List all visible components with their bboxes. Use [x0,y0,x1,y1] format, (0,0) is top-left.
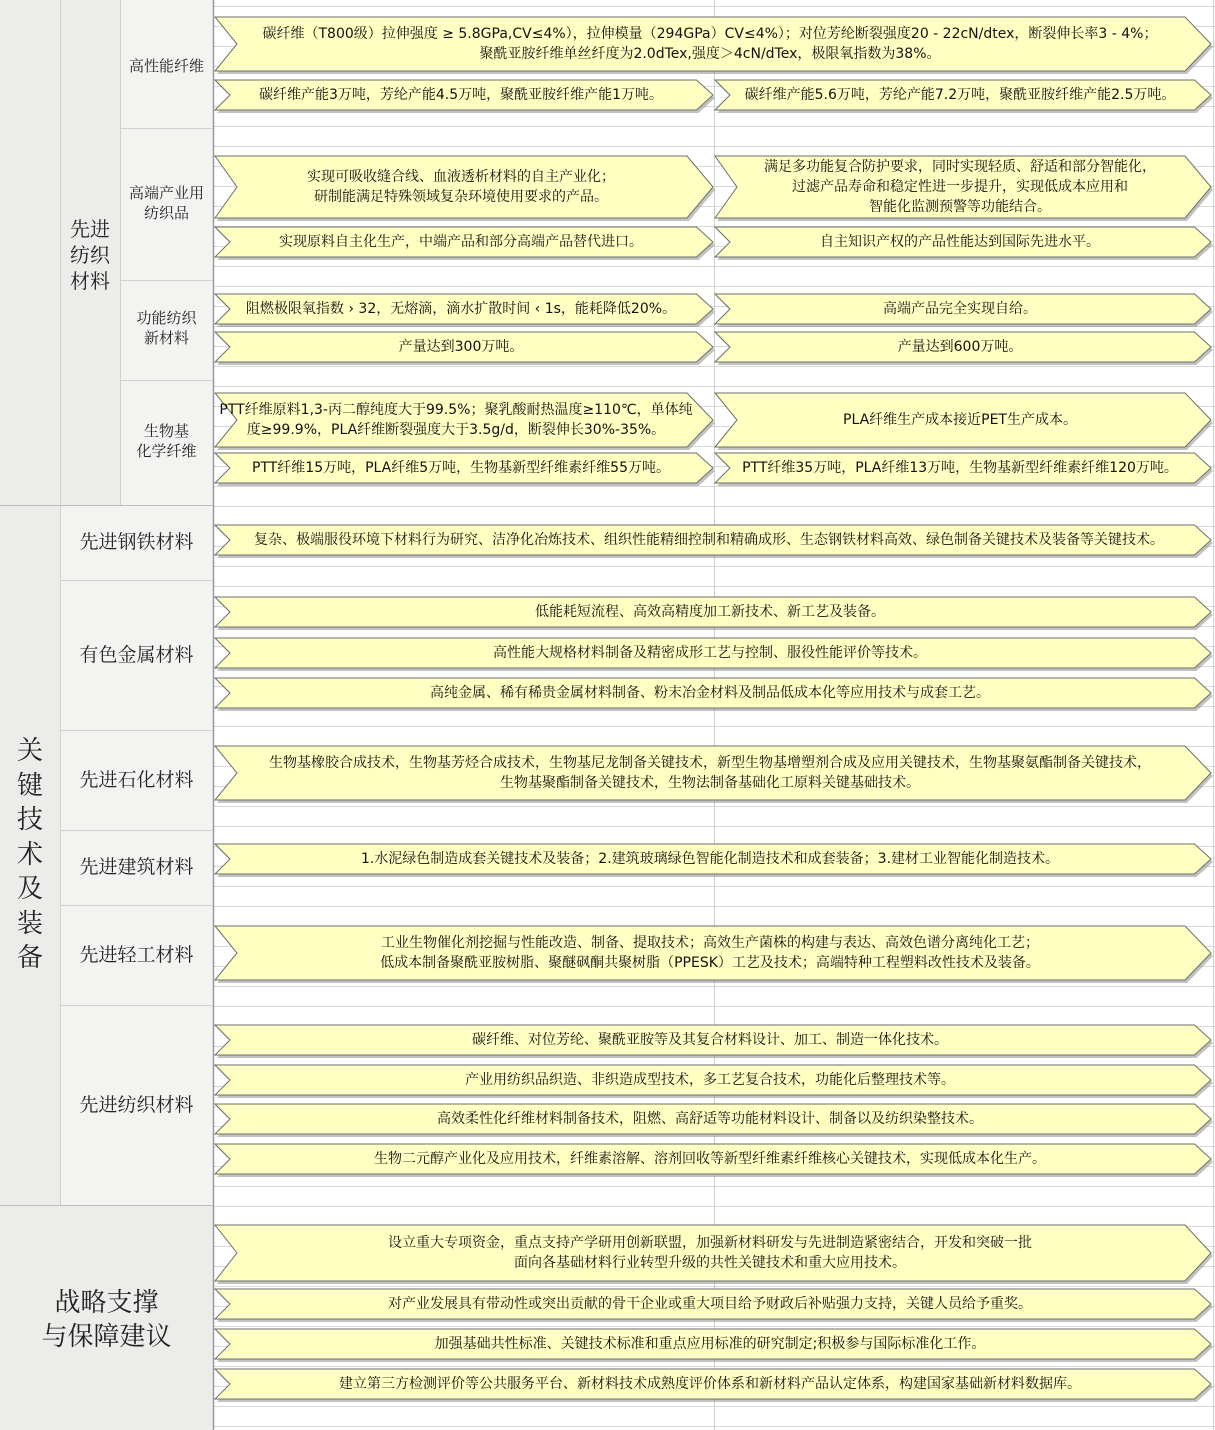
arrow-box-bd-1 [215,844,1211,874]
arrow-box-fun-b2 [715,332,1211,362]
arrow-box-hpf-spec [215,17,1211,71]
arrow-box-fun-b1 [215,332,713,362]
arrow-text-tx-4: 生物二元醇产业化及应用技术，纤维素溶解、溶剂回收等新型纤维素纤维核心关键技术，实现低成本化生产。 [374,1151,1046,1167]
arrow-text-bd-1: 1.水泥绿色制造成套关键技术及装备；2.建筑玻璃绿色智能化制造技术和成套装备；3.建材工业智能化制造技术。 [360,851,1060,867]
section-label-key-tech: 关 键 技 术 及 装 备 [16,736,43,974]
arrow-text-fun-b1: 产量达到300万吨。 [398,339,524,355]
arrow-text-st-4: 建立第三方检测评价等公共服务平台、新材料技术成熟度评价体系和新材料产品认定体系，构建国家基础新材料数据库。 [339,1376,1081,1392]
arrow-box-nf-2 [215,638,1211,668]
arrow-text-hpf-spec: 碳纤维（T800级）拉伸强度 ≥ 5.8GPa,CV≤4%），拉伸模量（294GPa）CV≤4%）；对位芳纶断裂强度20 - 22cN/dtex，断裂伸长率3 - 4%； 聚酰亚胺纤维单丝纤度为2.0dTex,强度＞4cN/dTex，极限氧指数为38%。 [262,26,1158,62]
subcategory-industrial-textiles: 高端产业用 纺织品 [128,184,204,222]
category-nonferrous: 有色金属材料 [79,643,194,666]
arrow-text-st-2: 对产业发展具有带动性或突出贡献的骨干企业或重大项目给予财政后补贴强力支持，关键人员给予重奖。 [388,1296,1032,1312]
subcategory-bio-fiber: 生物基 化学纤维 [136,422,197,460]
arrow-box-bio-a2 [715,393,1211,447]
arrow-text-nf-1: 低能耗短流程、高效高精度加工新技术、新工艺及装备。 [535,604,885,620]
arrow-text-pc-1: 生物基橡胶合成技术，生物基芳烃合成技术，生物基尼龙制备关键技术，新型生物基增塑剂合成及应用关键技术，生物基聚氨酯制备关键技术， 生物基聚酯制备关键技术，生物法制备基础化工原料关键基础技术。 [269,755,1151,791]
arrow-text-st-3: 加强基础共性标准、关键技术标准和重点应用标准的研究制定;积极参与国际标准化工作。 [434,1336,986,1352]
arrow-text-fun-b2: 产量达到600万吨。 [897,339,1023,355]
arrow-text-st-1: 设立重大专项资金，重点支持产学研用创新联盟，加强新材料研发与先进制造紧密结合，开发和突破一批 面向各基础材料行业转型升级的共性关键技术和重大应用技术。 [388,1235,1032,1271]
arrow-box-st-1 [215,1225,1211,1281]
arrow-box-steel-1 [215,525,1211,555]
arrow-text-fun-a2: 高端产品完全实现自给。 [883,301,1037,317]
category-petrochem: 先进石化材料 [79,768,194,791]
arrow-box-bio-b2 [715,453,1211,483]
arrow-text-lt-1: 工业生物催化剂挖掘与性能改造、制备、提取技术；高效生产菌株的构建与表达、高效色谱分离纯化工艺； 低成本制备聚酰亚胺树脂、聚醚砜酮共聚树脂（PPESK）工艺及技术；高端特种工程塑料改性技术及装备。 [380,935,1040,971]
arrow-text-steel-1: 复杂、极端服役环境下材料行为研究、洁净化冶炼技术、组织性能精细控制和精确成形、生态钢铁材料高效、绿色制备关键技术及装备等关键技术。 [254,532,1164,548]
arrow-box-ind-b2 [715,227,1211,257]
subcategory-functional-textiles: 功能纺织 新材料 [136,309,197,347]
arrow-box-tx-2 [215,1065,1211,1095]
arrow-text-hpf-cap1: 碳纤维产能3万吨，芳纶产能4.5万吨，聚酰亚胺纤维产能1万吨。 [258,87,664,103]
arrow-box-st-3 [215,1329,1211,1359]
arrow-box-hpf-cap2 [715,80,1211,110]
arrow-box-pc-1 [215,746,1211,800]
arrow-box-st-4 [215,1369,1211,1399]
arrow-box-tx-1 [215,1025,1211,1055]
arrow-text-ind-a2: 满足多功能复合防护要求，同时实现轻质、舒适和部分智能化， 过滤产品寿命和稳定性进一步提升，实现低成本应用和 智能化监测预警等功能结合。 [764,159,1156,215]
arrow-text-bio-a1: PTT纤维原料1,3-丙二醇纯度大于99.5%；聚乳酸耐热温度≥110℃，单体纯度≥99.9%，PLA纤维断裂强度大于3.5g/d，断裂伸长30%-35%。 [219,402,693,438]
arrow-box-ind-a1 [215,156,713,218]
arrow-box-st-2 [215,1289,1211,1319]
category-light-industry: 先进轻工材料 [79,943,194,966]
arrow-text-ind-a1: 实现可吸收缝合线、血液透析材料的自主产业化； 研制能满足特殊领域复杂环境使用要求的产品。 [307,169,615,205]
arrow-text-tx-2: 产业用纺织品织造、非织造成型技术，多工艺复合技术，功能化后整理技术等。 [465,1072,955,1088]
arrow-text-bio-a2: PLA纤维生产成本接近PET生产成本。 [843,412,1077,428]
subcategory-high-performance-fiber: 高性能纤维 [128,56,204,75]
arrow-text-ind-b1: 实现原料自主化生产，中端产品和部分高端产品替代进口。 [279,234,643,250]
arrow-box-bio-a1 [215,393,713,447]
category-textile: 先进纺织材料 [79,1093,194,1116]
arrow-text-ind-b2: 自主知识产权的产品性能达到国际先进水平。 [820,234,1100,250]
arrow-text-fun-a1: 阻燃极限氧指数 › 32，无熔滴，滴水扩散时间 ‹ 1s，能耗降低20%。 [245,301,677,317]
arrow-text-tx-1: 碳纤维、对位芳纶、聚酰亚胺等及其复合材料设计、加工、制造一体化技术。 [472,1032,948,1048]
arrow-box-hpf-cap1 [215,80,713,110]
arrow-box-tx-3 [215,1104,1211,1134]
category-steel: 先进钢铁材料 [79,530,194,553]
arrow-text-bio-b2: PTT纤维35万吨，PLA纤维13万吨，生物基新型纤维素纤维120万吨。 [742,460,1178,476]
arrow-box-fun-a1 [215,294,713,324]
arrow-box-nf-1 [215,597,1211,627]
arrow-box-bio-b1 [215,453,713,483]
arrow-text-nf-2: 高性能大规格材料制备及精密成形工艺与控制、服役性能评价等技术。 [493,645,927,661]
arrow-box-fun-a2 [715,294,1211,324]
arrow-box-tx-4 [215,1144,1211,1174]
arrow-box-nf-3 [215,678,1211,708]
textile-top-category-label: 先进 纺织 材料 [70,217,110,293]
arrow-box-ind-b1 [215,227,713,257]
arrow-text-hpf-cap2: 碳纤维产能5.6万吨，芳纶产能7.2万吨，聚酰亚胺纤维产能2.5万吨。 [744,87,1176,103]
arrow-text-bio-b1: PTT纤维15万吨，PLA纤维5万吨，生物基新型纤维素纤维55万吨。 [252,460,670,476]
section-label-strategy: 战略支撑 与保障建议 [41,1288,172,1352]
arrow-text-tx-3: 高效柔性化纤维材料制备技术，阻燃、高舒适等功能材料设计、制备以及纺织染整技术。 [437,1111,983,1127]
arrow-box-ind-a2 [715,156,1211,218]
arrow-text-nf-3: 高纯金属、稀有稀贵金属材料制备、粉末冶金材料及制品低成本化等应用技术与成套工艺。 [430,685,990,701]
category-building: 先进建筑材料 [79,855,194,878]
arrow-box-lt-1 [215,926,1211,980]
